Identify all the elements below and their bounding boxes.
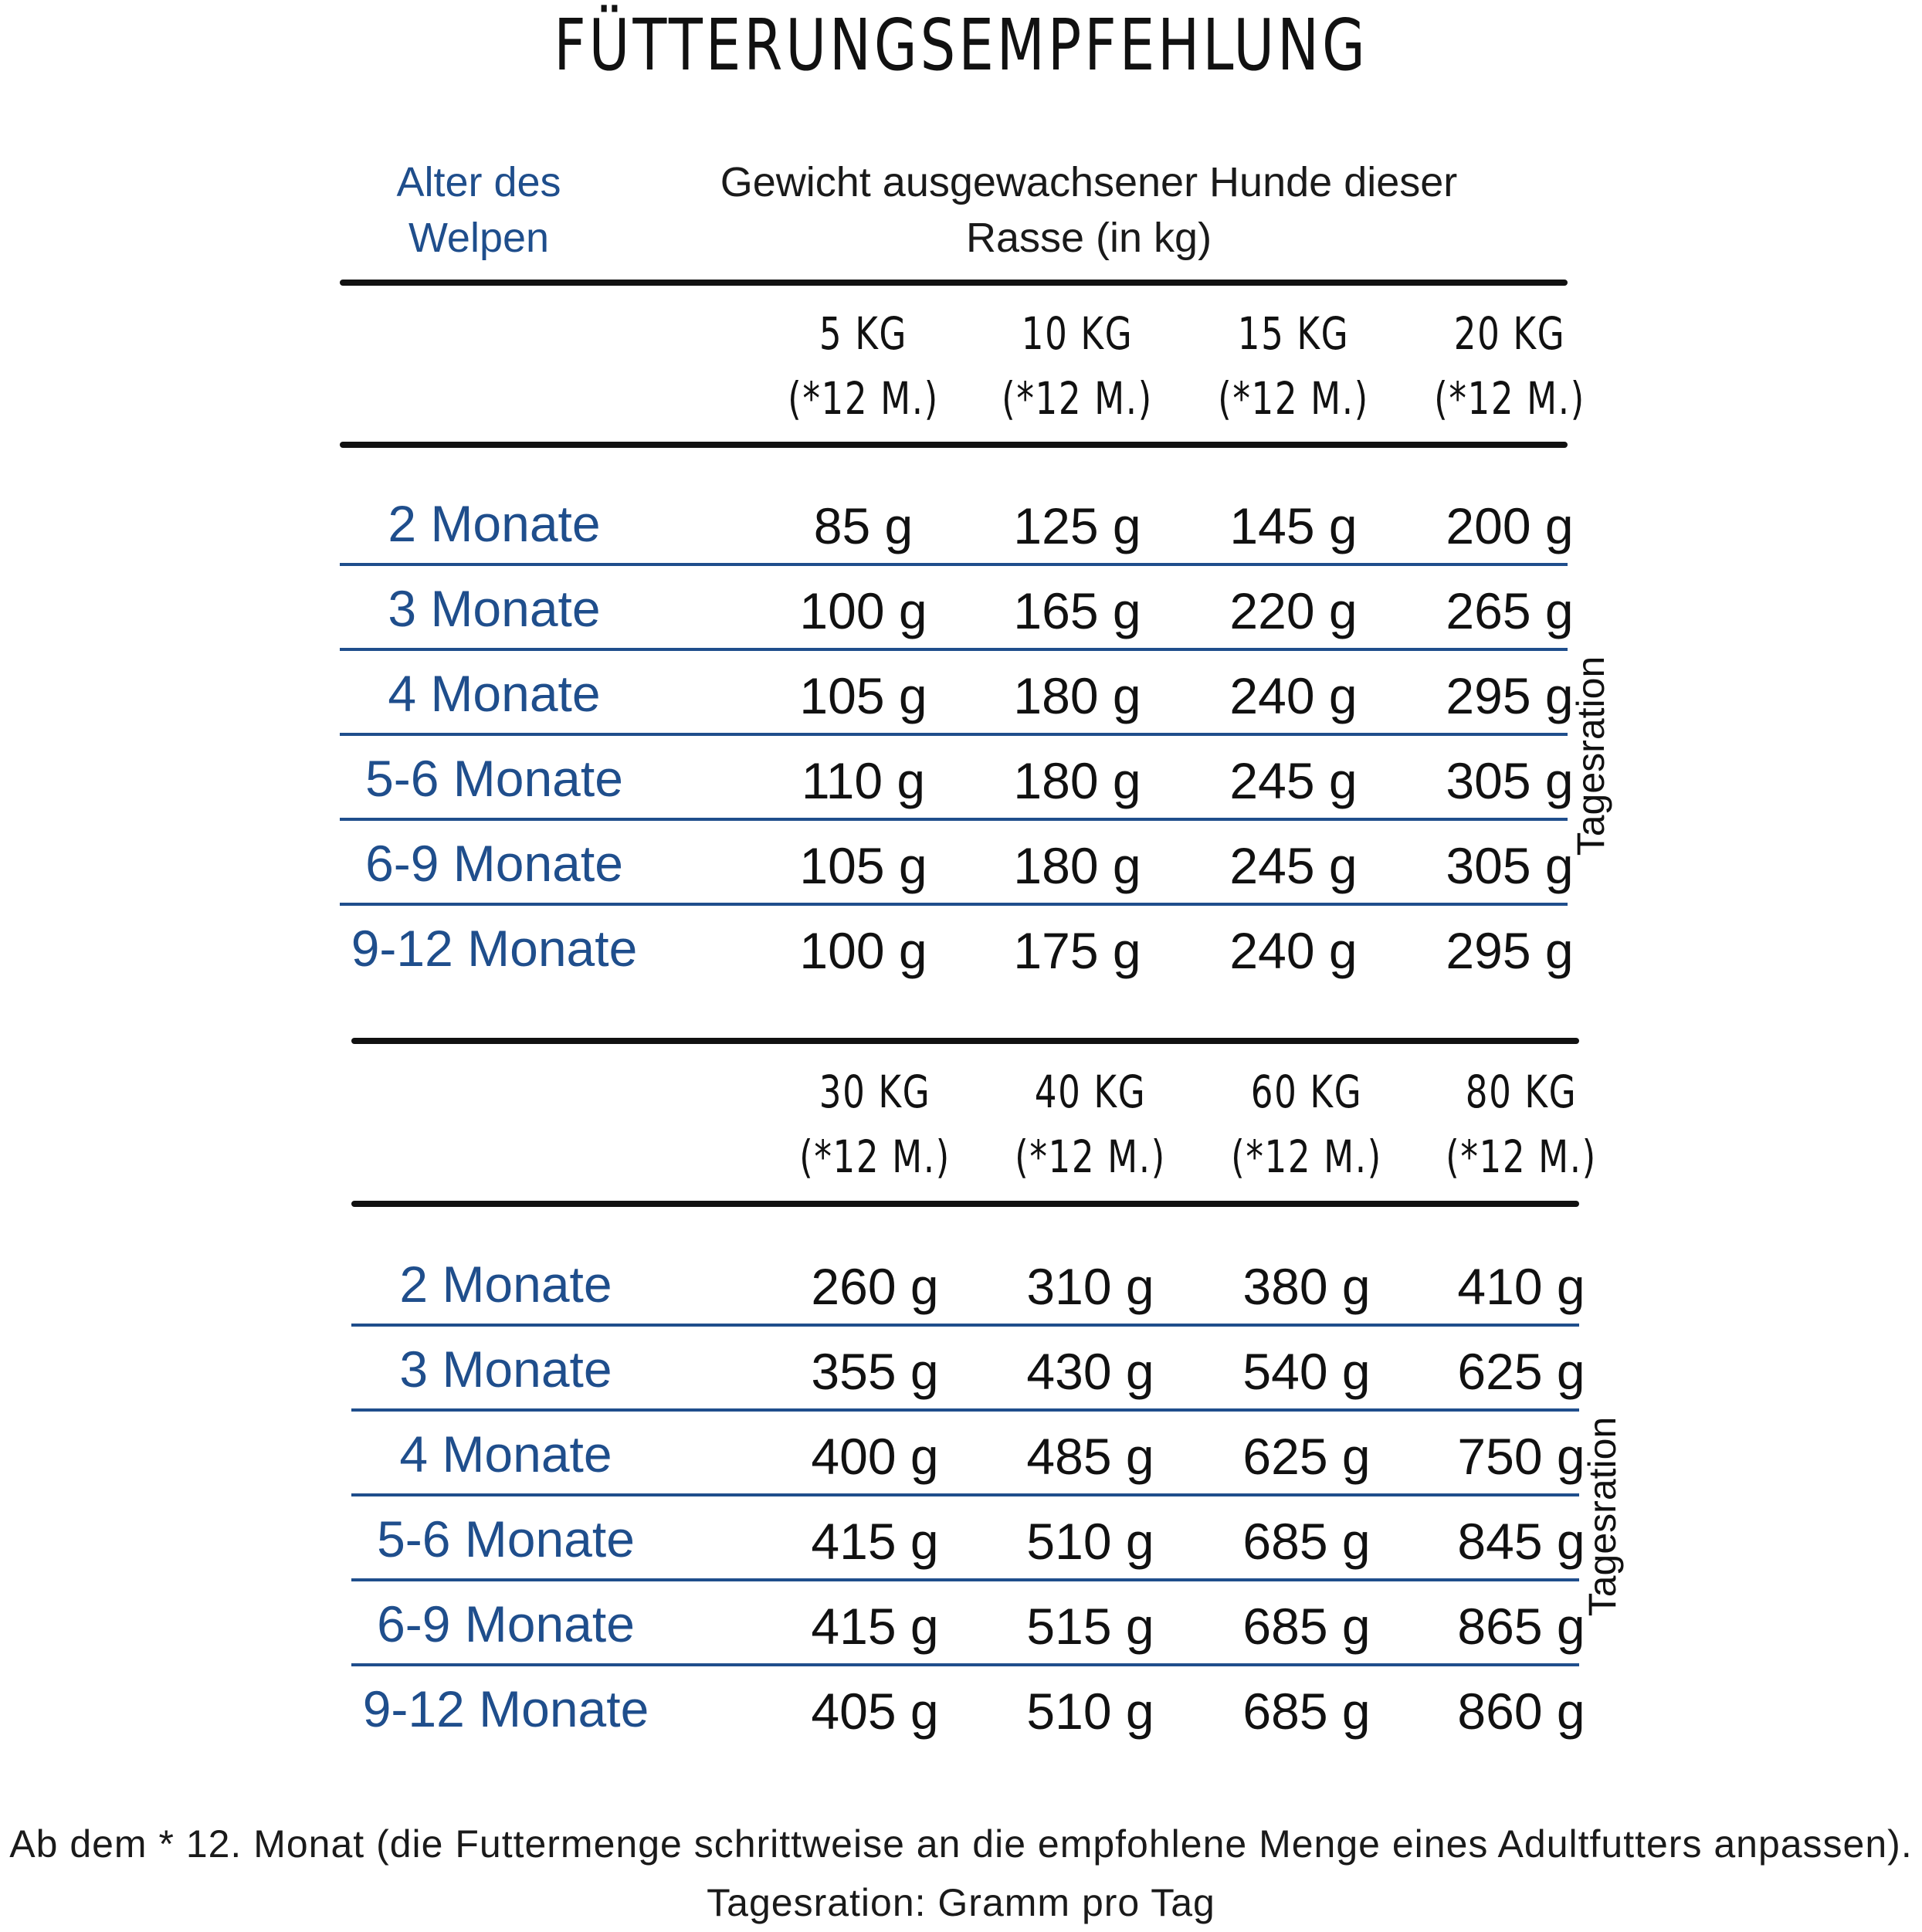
ration-value: 175 g bbox=[1013, 922, 1141, 979]
weight-kg-label: 40 KG bbox=[1034, 1066, 1147, 1118]
ration-value: 240 g bbox=[1229, 667, 1358, 724]
ration-value: 245 g bbox=[1229, 837, 1358, 894]
tagesration-side-label: Tagesration bbox=[1569, 656, 1612, 856]
ration-value: 685 g bbox=[1242, 1683, 1371, 1740]
weight-column-heading bbox=[791, 1059, 959, 1189]
weight-kg-label: 15 KG bbox=[1237, 307, 1350, 360]
ration-value: 685 g bbox=[1242, 1598, 1371, 1655]
row-divider bbox=[340, 648, 1568, 651]
ration-value: 380 g bbox=[1242, 1258, 1371, 1315]
ration-value: 510 g bbox=[1026, 1683, 1154, 1740]
ration-value: 415 g bbox=[811, 1598, 939, 1655]
ration-value: 180 g bbox=[1013, 837, 1141, 894]
table-header-rule bbox=[340, 442, 1568, 448]
age-label: 9-12 Monate bbox=[351, 920, 638, 977]
weight-column-heading bbox=[1222, 1059, 1391, 1189]
ration-value: 125 g bbox=[1013, 497, 1141, 554]
ration-value: 540 g bbox=[1242, 1343, 1371, 1400]
weight-kg-label: 10 KG bbox=[1021, 307, 1134, 360]
table-top-rule bbox=[340, 280, 1568, 286]
weight-note-label: (*12 M.) bbox=[1231, 1130, 1382, 1183]
weight-note-label: (*12 M.) bbox=[1002, 372, 1153, 425]
ration-value: 510 g bbox=[1026, 1513, 1154, 1570]
age-label: 2 Monate bbox=[399, 1256, 612, 1313]
ration-value: 105 g bbox=[799, 667, 927, 724]
age-label: 6-9 Monate bbox=[365, 835, 623, 892]
ration-value: 105 g bbox=[799, 837, 927, 894]
age-label: 5-6 Monate bbox=[377, 1510, 635, 1568]
ration-value: 200 g bbox=[1446, 497, 1574, 554]
ration-value: 405 g bbox=[811, 1683, 939, 1740]
footnote: Ab dem * 12. Monat (die Futtermenge schrittweise an die empfohlene Menge eines Adultfutters anpassen). Tagesration: Gramm pro Tag bbox=[9, 1822, 1913, 1924]
ration-value: 415 g bbox=[811, 1513, 939, 1570]
weight-note-label: (*12 M.) bbox=[788, 372, 939, 425]
ration-value: 180 g bbox=[1013, 667, 1141, 724]
ration-value: 860 g bbox=[1457, 1683, 1585, 1740]
row-divider bbox=[340, 818, 1568, 821]
weight-kg-label: 60 KG bbox=[1250, 1066, 1363, 1118]
ration-value: 240 g bbox=[1229, 922, 1358, 979]
weight-note-label: (*12 M.) bbox=[1218, 372, 1369, 425]
weight-note-label: (*12 M.) bbox=[1446, 1130, 1597, 1183]
ration-value: 85 g bbox=[813, 497, 914, 554]
age-label: 9-12 Monate bbox=[362, 1680, 649, 1737]
row-divider bbox=[340, 733, 1568, 736]
ration-value: 750 g bbox=[1457, 1428, 1585, 1485]
weight-kg-label: 30 KG bbox=[819, 1066, 931, 1118]
weight-note-label: (*12 M.) bbox=[1434, 372, 1585, 425]
age-label: 4 Monate bbox=[388, 665, 601, 722]
ration-value: 515 g bbox=[1026, 1598, 1154, 1655]
row-divider bbox=[340, 563, 1568, 566]
ration-value: 180 g bbox=[1013, 752, 1141, 809]
weight-column-heading bbox=[779, 301, 947, 431]
row-divider bbox=[351, 1578, 1579, 1581]
row-divider bbox=[351, 1663, 1579, 1666]
ration-value: 145 g bbox=[1229, 497, 1358, 554]
ration-value: 305 g bbox=[1446, 752, 1574, 809]
weight-column-heading bbox=[1006, 1059, 1175, 1189]
row-divider bbox=[351, 1324, 1579, 1327]
weight-column-heading bbox=[1425, 301, 1594, 431]
ration-value: 625 g bbox=[1242, 1428, 1371, 1485]
ration-value: 260 g bbox=[811, 1258, 939, 1315]
ration-value: 400 g bbox=[811, 1428, 939, 1485]
weight-column-heading bbox=[993, 301, 1161, 431]
ration-value: 845 g bbox=[1457, 1513, 1585, 1570]
weight-note-label: (*12 M.) bbox=[799, 1130, 951, 1183]
table-header-rule bbox=[351, 1201, 1579, 1207]
weight-kg-label: 20 KG bbox=[1453, 307, 1566, 360]
ration-value: 310 g bbox=[1026, 1258, 1154, 1315]
ration-value: 110 g bbox=[801, 752, 926, 809]
ration-value: 305 g bbox=[1446, 837, 1574, 894]
age-label: 2 Monate bbox=[388, 495, 601, 552]
row-divider bbox=[340, 903, 1568, 906]
ration-value: 625 g bbox=[1457, 1343, 1585, 1400]
ration-value: 165 g bbox=[1013, 582, 1141, 639]
weight-column-header: Gewicht ausgewachsener Hunde dieser Rasse (in kg) bbox=[720, 159, 1458, 261]
ration-value: 355 g bbox=[811, 1343, 939, 1400]
ration-value: 485 g bbox=[1026, 1428, 1154, 1485]
ration-value: 220 g bbox=[1229, 582, 1358, 639]
row-divider bbox=[351, 1493, 1579, 1496]
ration-value: 295 g bbox=[1446, 667, 1574, 724]
ration-value: 295 g bbox=[1446, 922, 1574, 979]
weight-column-heading bbox=[1437, 1059, 1605, 1189]
ration-value: 265 g bbox=[1446, 582, 1574, 639]
tagesration-side-label: Tagesration bbox=[1581, 1416, 1624, 1617]
page-title: FÜTTERUNGSEMPFEHLUNG bbox=[554, 4, 1368, 86]
ration-value: 100 g bbox=[799, 922, 927, 979]
ration-value: 685 g bbox=[1242, 1513, 1371, 1570]
ration-value: 430 g bbox=[1026, 1343, 1154, 1400]
weight-column-heading bbox=[1209, 301, 1378, 431]
age-label: 3 Monate bbox=[388, 580, 601, 637]
ration-value: 865 g bbox=[1457, 1598, 1585, 1655]
age-column-header: Alter des Welpen bbox=[396, 159, 561, 261]
table-top-rule bbox=[351, 1038, 1579, 1044]
ration-value: 245 g bbox=[1229, 752, 1358, 809]
weight-kg-label: 5 KG bbox=[819, 307, 908, 360]
age-label: 5-6 Monate bbox=[365, 750, 623, 807]
ration-value: 410 g bbox=[1457, 1258, 1585, 1315]
age-label: 6-9 Monate bbox=[377, 1595, 635, 1652]
age-label: 3 Monate bbox=[399, 1341, 612, 1398]
age-label: 4 Monate bbox=[399, 1425, 612, 1483]
weight-kg-label: 80 KG bbox=[1465, 1066, 1578, 1118]
row-divider bbox=[351, 1408, 1579, 1412]
ration-value: 100 g bbox=[799, 582, 927, 639]
weight-note-label: (*12 M.) bbox=[1015, 1130, 1166, 1183]
